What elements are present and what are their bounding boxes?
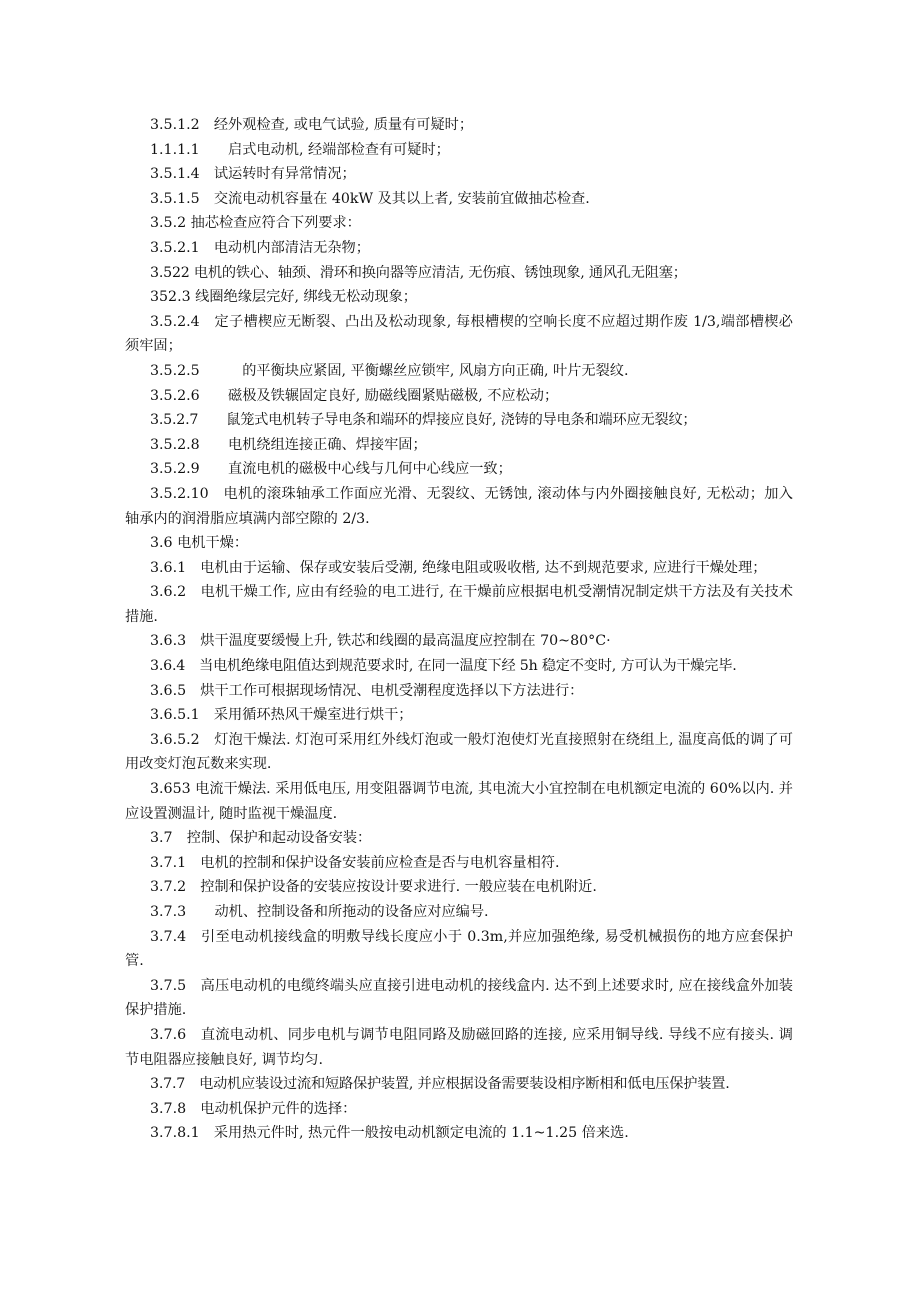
paragraph-3-5-2-8: 3.5.2.8 电机绕组连接正确、焊接牢固； [150, 436, 427, 453]
section-heading-3-7: 3.7 控制、保护和起动设备安装： [150, 830, 372, 847]
paragraph-3-5-1-2: 3.5.1.2 经外观检查, 或电气试验, 质量有可疑时； [150, 117, 474, 133]
paragraph-3-5-2-7: 3.5.2.7 鼠笼式电机转子导电条和端环的焊接应良好, 浇铸的导电条和端环应无裂纹； [150, 412, 697, 429]
section-heading-3-6: 3.6 电机干燥： [150, 535, 249, 552]
paragraph-3-6-5-3: 3.653 电流干燥法. 采用低电压, 用变阻器调节电流, 其电流大小宜控制在电机额定电流的 60%以内. 并应设置测温计, 随时监视干燥温度. [125, 781, 793, 822]
paragraph-3-5-2-1: 3.5.2.1 电动机内部清洁无杂物； [150, 239, 370, 256]
paragraph-3-7-5: 3.7.5 高压电动机的电缆终端头应直接引进电动机的接线盒内. 达不到上述要求时, 应在接线盒外加装保护措施. [125, 977, 793, 1019]
paragraph-3-5-1-4: 3.5.1.4 试运转时有异常情况； [150, 166, 356, 183]
paragraph-3-5-2-4: 3.5.2.4 定子槽楔应无断裂、凸出及松动现象, 每根槽楔的空响长度不应超过期作废 1/3,端部槽楔必须牢固； [125, 313, 793, 355]
paragraph-3-5-2-3: 352.3 线圈绝缘层完好, 绑线无松动现象； [150, 289, 417, 306]
paragraph-3-6-5: 3.6.5 烘干工作可根据现场情况、电机受潮程度选择以下方法进行： [150, 682, 584, 699]
paragraph-3-7-4: 3.7.4 引至电动机接线盒的明敷导线长度应小于 0.3m,并应加强绝缘, 易受机械损伤的地方应套保护管. [125, 928, 793, 970]
paragraph-3-7-1: 3.7.1 电机的控制和保护设备安装前应检查是否与电机容量相符. [150, 854, 560, 871]
paragraph-3-7-6: 3.7.6 直流电动机、同步电机与调节电阻同路及励磁回路的连接, 应采用铜导线. 导线不应有接头. 调节电阻器应接触良好, 调节均匀. [125, 1026, 793, 1068]
paragraph-3-5-2: 3.5.2 抽芯检查应符合下列要求： [150, 215, 361, 232]
paragraph-3-5-2-9: 3.5.2.9 直流电机的磁极中心线与几何中心线应一致； [150, 461, 512, 478]
paragraph-3-6-5-1: 3.6.5.1 采用循环热风干燥室进行烘干； [150, 707, 413, 724]
paragraph-3-5-2-6: 3.5.2.6 磁极及铁辗固定良好, 励磁线圈紧贴磁极, 不应松动； [150, 387, 559, 404]
paragraph-3-6-3: 3.6.3 烘干温度要缓慢上升, 铁芯和线圈的最高温度应控制在 70~80°C· [150, 633, 611, 650]
paragraph-1-1-1-1: 1.1.1.1 启式电动机, 经端部检查有可疑时； [150, 141, 450, 158]
paragraph-3-5-2-10: 3.5.2.10 电机的滚珠轴承工作面应光滑、无裂纹、无锈蚀, 滚动体与内外圈接触良好, 无松动；加入轴承内的润滑脂应填满内部空隙的 2/3. [125, 485, 793, 527]
paragraph-3-6-2: 3.6.2 电机干燥工作, 应由有经验的电工进行, 在干燥前应根据电机受潮情况制定烘干方法及有关技术措施. [125, 584, 793, 625]
paragraph-3-7-8-1: 3.7.8.1 采用热元件时, 热元件一般按电动机额定电流的 1.1~1.25 倍来选. [150, 1125, 629, 1142]
paragraph-3-5-2-2: 3.522 电机的铁心、轴颈、滑环和换向器等应清洁, 无伤痕、锈蚀现象, 通风孔无阻塞； [150, 264, 687, 281]
paragraph-3-7-8: 3.7.8 电动机保护元件的选择： [150, 1100, 357, 1117]
paragraph-3-7-7: 3.7.7 电动机应装设过流和短路保护装置, 并应根据设备需要装设相序断相和低电压保护装置. [150, 1076, 730, 1093]
paragraph-3-5-1-5: 3.5.1.5 交流电动机容量在 40kW 及其以上者, 安装前宜做抽芯检查. [150, 190, 590, 207]
document-body [125, 113, 793, 1146]
paragraph-3-6-4: 3.6.4 当电机绝缘电阻值达到规范要求时, 在同一温度下经 5h 稳定不变时, 方可认为干燥完毕. [150, 658, 737, 675]
paragraph-3-7-2: 3.7.2 控制和保护设备的安装应按设计要求进行. 一般应装在电机附近. [150, 879, 597, 896]
paragraph-3-5-2-5: 3.5.2.5 的平衡块应紧固, 平衡螺丝应锁牢, 风扇方向正确, 叶片无裂纹. [150, 362, 629, 379]
paragraph-3-6-1: 3.6.1 电机由于运输、保存或安装后受潮, 绝缘电阻或吸收楷, 达不到规范要求, 应进行干燥处理； [150, 559, 767, 576]
paragraph-3-6-5-2: 3.6.5.2 灯泡干燥法. 灯泡可采用红外线灯泡或一般灯泡使灯光直接照射在绕组上, 温度高低的调了可用改变灯泡瓦数来实现. [125, 731, 793, 773]
paragraph-3-7-3: 3.7.3 动机、控制设备和所拖动的设备应对应编号. [150, 904, 489, 920]
